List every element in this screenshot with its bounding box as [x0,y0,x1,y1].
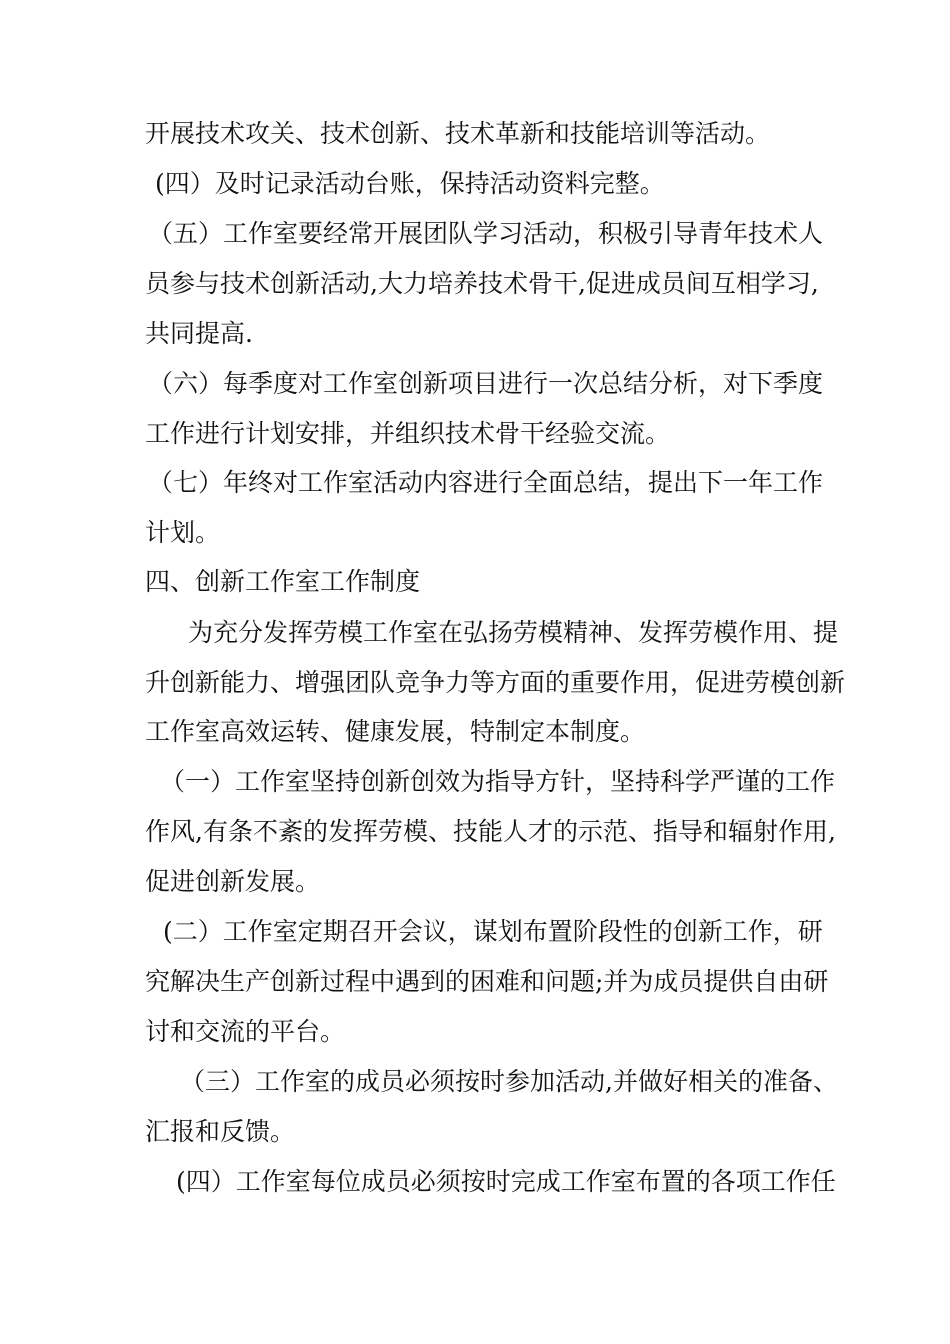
text-line: 工作进行计划安排，并组织技术骨干经验交流。 [145,419,671,448]
text-line: 开展技术攻关、技术创新、技术革新和技能培训等活动。 [145,119,771,148]
text-line: （五）工作室要经常开展团队学习活动，积极引导青年技术人 [148,219,824,248]
text-line: (四）工作室每位成员必须按时完成工作室布置的各项工作任 [176,1167,836,1196]
text-line: （六）每季度对工作室创新项目进行一次总结分析，对下季度 [148,369,824,398]
text-line: （三）工作室的成员必须按时参加活动,并做好相关的准备、 [180,1067,838,1096]
text-line: 作风,有条不紊的发挥劳模、技能人才的示范、指导和辐射作用, [145,817,836,846]
text-line: 为充分发挥劳模工作室在弘扬劳模精神、发挥劳模作用、提 [188,618,839,647]
text-line: (二）工作室定期召开会议，谋划布置阶段性的创新工作，研 [163,917,823,946]
text-line: 究解决生产创新过程中遇到的困难和问题;并为成员提供自由研 [145,967,829,996]
text-line: 共同提高. [145,319,253,348]
text-line: 员参与技术创新活动,大力培养技术骨干,促进成员间互相学习, [145,269,819,298]
text-line: 计划。 [145,518,221,547]
section-heading: 四、创新工作室工作制度 [145,567,421,596]
text-line: 促进创新发展。 [145,867,321,896]
text-line: （七）年终对工作室活动内容进行全面总结，提出下一年工作 [148,468,824,497]
text-line: （一）工作室坚持创新创效为指导方针，坚持科学严谨的工作 [160,767,836,796]
text-line: 工作室高效运转、健康发展，特制定本制度。 [145,717,646,746]
text-line: 升创新能力、增强团队竞争力等方面的重要作用，促进劳模创新 [145,668,846,697]
text-line: 讨和交流的平台。 [145,1017,346,1046]
text-line: 汇报和反馈。 [145,1117,296,1146]
text-line: (四）及时记录活动台账，保持活动资料完整。 [155,169,665,198]
